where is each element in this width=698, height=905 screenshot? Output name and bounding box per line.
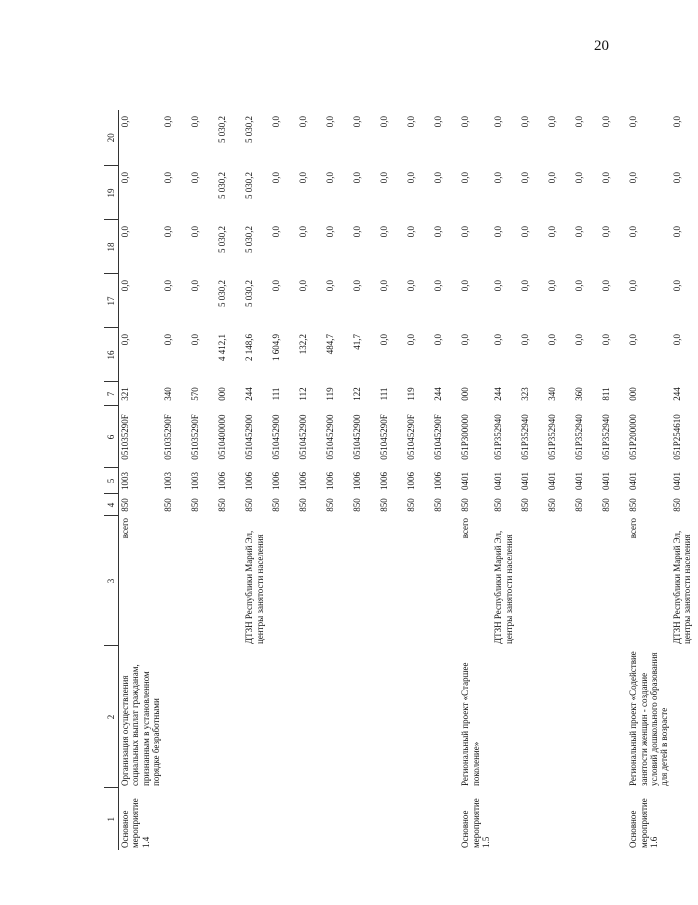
cell-c2 <box>405 646 432 788</box>
header-cell: 20 <box>104 110 119 166</box>
cell-c5: 0401 <box>460 472 471 490</box>
cell-c16: 0,0 <box>163 334 174 346</box>
cell-c2: Региональный проект «Старшее поколение» <box>460 662 481 786</box>
cell-c2 <box>270 646 297 788</box>
cell-c19: 0,0 <box>671 172 682 184</box>
cell-c6: 051P300000 <box>460 414 471 460</box>
cell-c2 <box>189 646 216 788</box>
cell-c3 <box>351 516 378 646</box>
cell-c18: 0,0 <box>460 226 471 238</box>
cell-c19: 0,0 <box>379 172 390 184</box>
cell-c1 <box>162 788 189 850</box>
cell-c4: 850 <box>379 498 390 512</box>
cell-c1 <box>351 788 378 850</box>
table-row <box>324 110 351 850</box>
cell-c1 <box>671 788 698 850</box>
cell-c18: 0,0 <box>433 226 444 238</box>
cell-c7: 811 <box>601 387 612 401</box>
cell-c19: 0,0 <box>601 172 612 184</box>
cell-c1 <box>600 788 627 850</box>
cell-c19: 0,0 <box>163 172 174 184</box>
cell-c17: 0,0 <box>493 280 504 292</box>
cell-c1: Основное мероприятие 1.5 <box>460 798 492 848</box>
cell-c6: 051P254610 <box>671 414 682 460</box>
cell-c18: 0,0 <box>406 226 417 238</box>
cell-c19: 0,0 <box>352 172 363 184</box>
cell-c1 <box>297 788 324 850</box>
table-row <box>297 110 324 850</box>
cell-c7: 112 <box>298 387 309 401</box>
table-row <box>671 110 698 850</box>
header-cell: 1 <box>104 788 119 850</box>
cell-c2: Организация осуществления социальных выплат гражданам, признанным в установленном порядке безработными <box>120 664 162 786</box>
cell-c7: 000 <box>217 387 228 401</box>
cell-c4: 850 <box>406 498 417 512</box>
cell-c2 <box>297 646 324 788</box>
cell-c2 <box>546 646 573 788</box>
cell-c19: 0,0 <box>460 172 471 184</box>
cell-c7: 000 <box>628 387 639 401</box>
cell-c20: 0,0 <box>120 116 130 128</box>
cell-c20: 0,0 <box>163 116 174 128</box>
cell-c20: 0,0 <box>601 116 612 128</box>
cell-c6: 051035290F <box>190 414 201 460</box>
cell-c5: 1006 <box>406 472 417 490</box>
cell-c18: 0,0 <box>520 226 531 238</box>
header-cell: 19 <box>104 166 119 220</box>
cell-c6: 051035290F <box>163 414 174 460</box>
cell-c5: 1006 <box>352 472 363 490</box>
cell-c6: 0510452900 <box>244 414 255 460</box>
table-row <box>162 110 189 850</box>
cell-c16: 0,0 <box>460 334 471 346</box>
cell-c18: 0,0 <box>325 226 336 238</box>
cell-c4: 850 <box>244 498 255 512</box>
cell-c3 <box>216 516 243 646</box>
cell-c4: 850 <box>190 498 201 512</box>
cell-c16: 0,0 <box>574 334 585 346</box>
cell-c19: 0,0 <box>406 172 417 184</box>
cell-c3: всего <box>460 518 471 539</box>
cell-c6: 051P200000 <box>628 414 639 460</box>
table-row <box>492 110 519 850</box>
cell-c5: 1006 <box>271 472 282 490</box>
header-cell: 18 <box>104 220 119 274</box>
cell-c5: 1006 <box>325 472 336 490</box>
cell-c16: 0,0 <box>628 334 639 346</box>
cell-c4: 850 <box>163 498 174 512</box>
table-row <box>600 110 627 850</box>
header-cell: 6 <box>104 406 119 468</box>
cell-c18: 0,0 <box>574 226 585 238</box>
cell-c7: 119 <box>406 387 417 401</box>
cell-c4: 850 <box>298 498 309 512</box>
cell-c20: 0,0 <box>433 116 444 128</box>
table-row <box>546 110 573 850</box>
cell-c3: всего <box>628 518 639 539</box>
cell-c1: Основное мероприятие 1.6 <box>628 798 660 848</box>
cell-c20: 0,0 <box>271 116 282 128</box>
table-row <box>627 110 670 850</box>
cell-c18: 0,0 <box>352 226 363 238</box>
table-row <box>459 110 492 850</box>
cell-c7: 122 <box>352 387 363 401</box>
cell-c6: 051045290F <box>406 414 417 460</box>
cell-c6: 051P352940 <box>601 414 612 460</box>
cell-c4: 850 <box>217 498 228 512</box>
cell-c18: 0,0 <box>493 226 504 238</box>
table-row <box>519 110 546 850</box>
cell-c16: 0,0 <box>406 334 417 346</box>
cell-c4: 850 <box>601 498 612 512</box>
cell-c18: 0,0 <box>671 226 682 238</box>
cell-c20: 0,0 <box>190 116 201 128</box>
cell-c17: 0,0 <box>163 280 174 292</box>
cell-c19: 0,0 <box>120 172 130 184</box>
cell-c4: 850 <box>460 498 471 512</box>
cell-c7: 570 <box>190 387 201 401</box>
cell-c18: 0,0 <box>547 226 558 238</box>
cell-c6: 051P352940 <box>493 414 504 460</box>
cell-c20: 5 030,2 <box>217 116 228 143</box>
cell-c2 <box>324 646 351 788</box>
cell-c18: 0,0 <box>271 226 282 238</box>
cell-c20: 0,0 <box>628 116 639 128</box>
cell-c18: 0,0 <box>163 226 174 238</box>
cell-c17: 0,0 <box>271 280 282 292</box>
cell-c19: 0,0 <box>547 172 558 184</box>
table-row <box>573 110 600 850</box>
cell-c4: 850 <box>520 498 531 512</box>
cell-c7: 360 <box>574 387 585 401</box>
header-cell: 3 <box>104 516 119 646</box>
cell-c5: 0401 <box>628 472 639 490</box>
cell-c7: 244 <box>244 387 255 401</box>
cell-c16: 484,7 <box>325 334 336 355</box>
cell-c17: 0,0 <box>298 280 309 292</box>
cell-c17: 5 030,2 <box>244 280 255 307</box>
cell-c20: 0,0 <box>406 116 417 128</box>
cell-c7: 244 <box>433 387 444 401</box>
cell-c2 <box>573 646 600 788</box>
cell-c3: ДТЗН Республики Марий Эл, центры занятости населения <box>244 530 265 644</box>
cell-c20: 0,0 <box>574 116 585 128</box>
cell-c20: 0,0 <box>325 116 336 128</box>
cell-c7: 000 <box>460 387 471 401</box>
cell-c7: 119 <box>325 387 336 401</box>
cell-c18: 0,0 <box>120 226 130 238</box>
cell-c7: 111 <box>379 387 390 401</box>
budget-table <box>104 110 698 850</box>
cell-c16: 0,0 <box>433 334 444 346</box>
cell-c19: 0,0 <box>325 172 336 184</box>
cell-c5: 1006 <box>379 472 390 490</box>
table-row <box>405 110 432 850</box>
cell-c20: 5 030,2 <box>244 116 255 143</box>
cell-c6: 0510452900 <box>271 414 282 460</box>
cell-c2 <box>432 646 459 788</box>
cell-c6: 0510400000 <box>217 414 228 460</box>
cell-c5: 1003 <box>190 472 201 490</box>
cell-c3: всего <box>120 518 130 539</box>
cell-c4: 850 <box>352 498 363 512</box>
cell-c19: 0,0 <box>298 172 309 184</box>
cell-c3 <box>324 516 351 646</box>
cell-c7: 323 <box>520 387 531 401</box>
cell-c7: 244 <box>671 387 682 401</box>
cell-c3: ДТЗН Республики Марий Эл, центры занятости населения <box>493 530 514 644</box>
cell-c4: 850 <box>547 498 558 512</box>
cell-c1 <box>519 788 546 850</box>
cell-c5: 1006 <box>433 472 444 490</box>
cell-c20: 0,0 <box>547 116 558 128</box>
cell-c3 <box>573 516 600 646</box>
cell-c18: 5 030,2 <box>217 226 228 253</box>
cell-c3 <box>378 516 405 646</box>
cell-c16: 41,7 <box>352 334 363 350</box>
cell-c18: 0,0 <box>379 226 390 238</box>
cell-c3: ДТЗН Республики Марий Эл, центры занятости населения <box>671 530 693 644</box>
cell-c19: 5 030,2 <box>244 172 255 199</box>
cell-c6: 0510452900 <box>325 414 336 460</box>
cell-c3 <box>270 516 297 646</box>
cell-c17: 5 030,2 <box>217 280 228 307</box>
cell-c20: 0,0 <box>520 116 531 128</box>
cell-c20: 0,0 <box>379 116 390 128</box>
cell-c3 <box>405 516 432 646</box>
cell-c1 <box>189 788 216 850</box>
table-body <box>119 110 698 850</box>
cell-c1 <box>243 788 270 850</box>
header-cell: 16 <box>104 328 119 382</box>
cell-c16: 0,0 <box>671 334 682 346</box>
cell-c16: 132,2 <box>298 334 309 355</box>
cell-c5: 1006 <box>217 472 228 490</box>
cell-c7: 340 <box>547 387 558 401</box>
cell-c2 <box>519 646 546 788</box>
cell-c19: 0,0 <box>433 172 444 184</box>
cell-c20: 0,0 <box>298 116 309 128</box>
cell-c2 <box>492 646 519 788</box>
cell-c1 <box>324 788 351 850</box>
cell-c17: 0,0 <box>520 280 531 292</box>
cell-c19: 0,0 <box>574 172 585 184</box>
cell-c17: 0,0 <box>379 280 390 292</box>
cell-c16: 0,0 <box>190 334 201 346</box>
cell-c16: 0,0 <box>493 334 504 346</box>
cell-c19: 0,0 <box>493 172 504 184</box>
cell-c17: 0,0 <box>352 280 363 292</box>
cell-c1 <box>216 788 243 850</box>
header-cell: 4 <box>104 494 119 516</box>
cell-c5: 1003 <box>163 472 174 490</box>
cell-c17: 0,0 <box>671 280 682 292</box>
cell-c2 <box>600 646 627 788</box>
cell-c6: 051P352940 <box>520 414 531 460</box>
cell-c5: 1003 <box>120 472 130 490</box>
table-row <box>378 110 405 850</box>
cell-c19: 0,0 <box>628 172 639 184</box>
cell-c18: 5 030,2 <box>244 226 255 253</box>
cell-c17: 0,0 <box>433 280 444 292</box>
table-row <box>119 110 163 850</box>
cell-c3 <box>432 516 459 646</box>
cell-c3 <box>189 516 216 646</box>
cell-c4: 850 <box>493 498 504 512</box>
table-row <box>432 110 459 850</box>
table-row <box>216 110 243 850</box>
cell-c5: 0401 <box>601 472 612 490</box>
cell-c1 <box>270 788 297 850</box>
cell-c17: 0,0 <box>574 280 585 292</box>
cell-c1 <box>378 788 405 850</box>
cell-c6: 051035290F <box>120 414 130 460</box>
cell-c4: 850 <box>325 498 336 512</box>
cell-c18: 0,0 <box>298 226 309 238</box>
cell-c18: 0,0 <box>190 226 201 238</box>
cell-c1 <box>492 788 519 850</box>
cell-c6: 051045290F <box>379 414 390 460</box>
cell-c1 <box>405 788 432 850</box>
cell-c4: 850 <box>628 498 639 512</box>
cell-c2 <box>351 646 378 788</box>
cell-c6: 051P352940 <box>574 414 585 460</box>
table-row <box>351 110 378 850</box>
cell-c20: 0,0 <box>493 116 504 128</box>
cell-c1: Основное мероприятие 1.4 <box>120 798 151 848</box>
table-row <box>243 110 270 850</box>
cell-c20: 0,0 <box>460 116 471 128</box>
cell-c4: 850 <box>120 498 130 512</box>
cell-c5: 0401 <box>671 472 682 490</box>
cell-c16: 0,0 <box>379 334 390 346</box>
cell-c16: 4 412,1 <box>217 334 228 361</box>
cell-c17: 0,0 <box>628 280 639 292</box>
cell-c5: 1006 <box>298 472 309 490</box>
cell-c20: 0,0 <box>671 116 682 128</box>
cell-c5: 0401 <box>547 472 558 490</box>
cell-c2: Региональный проект «Содействие занятости женщин - создание условий дошкольного образования для детей в возрасте <box>628 651 670 786</box>
cell-c1 <box>546 788 573 850</box>
cell-c16: 0,0 <box>547 334 558 346</box>
cell-c16: 1 604,9 <box>271 334 282 361</box>
cell-c6: 0510452900 <box>298 414 309 460</box>
cell-c4: 850 <box>433 498 444 512</box>
cell-c2 <box>216 646 243 788</box>
header-cell: 2 <box>104 646 119 788</box>
cell-c17: 0,0 <box>460 280 471 292</box>
cell-c7: 244 <box>493 387 504 401</box>
cell-c16: 0,0 <box>601 334 612 346</box>
page-number: 20 <box>594 38 609 54</box>
rotated-table-container <box>104 110 693 850</box>
cell-c4: 850 <box>574 498 585 512</box>
cell-c17: 0,0 <box>406 280 417 292</box>
cell-c3 <box>162 516 189 646</box>
cell-c17: 0,0 <box>547 280 558 292</box>
cell-c7: 340 <box>163 387 174 401</box>
cell-c20: 0,0 <box>352 116 363 128</box>
cell-c5: 0401 <box>574 472 585 490</box>
cell-c3 <box>546 516 573 646</box>
cell-c2 <box>671 646 698 788</box>
cell-c18: 0,0 <box>628 226 639 238</box>
cell-c2 <box>243 646 270 788</box>
cell-c2 <box>162 646 189 788</box>
header-row <box>104 110 119 850</box>
cell-c19: 0,0 <box>520 172 531 184</box>
cell-c19: 0,0 <box>190 172 201 184</box>
cell-c1 <box>573 788 600 850</box>
cell-c7: 321 <box>120 387 130 401</box>
cell-c3 <box>519 516 546 646</box>
cell-c6: 051045290F <box>433 414 444 460</box>
cell-c5: 1006 <box>244 472 255 490</box>
cell-c6: 0510452900 <box>352 414 363 460</box>
cell-c7: 111 <box>271 387 282 401</box>
cell-c16: 2 148,6 <box>244 334 255 361</box>
table-row <box>270 110 297 850</box>
cell-c16: 0,0 <box>520 334 531 346</box>
cell-c18: 0,0 <box>601 226 612 238</box>
table-row <box>189 110 216 850</box>
cell-c19: 5 030,2 <box>217 172 228 199</box>
cell-c17: 0,0 <box>601 280 612 292</box>
cell-c3 <box>600 516 627 646</box>
cell-c17: 0,0 <box>120 280 130 292</box>
cell-c17: 0,0 <box>190 280 201 292</box>
header-cell: 7 <box>104 382 119 406</box>
cell-c5: 0401 <box>493 472 504 490</box>
cell-c4: 850 <box>271 498 282 512</box>
cell-c17: 0,0 <box>325 280 336 292</box>
cell-c5: 0401 <box>520 472 531 490</box>
cell-c1 <box>432 788 459 850</box>
cell-c6: 051P352940 <box>547 414 558 460</box>
cell-c19: 0,0 <box>271 172 282 184</box>
cell-c4: 850 <box>671 498 682 512</box>
header-cell: 17 <box>104 274 119 328</box>
header-cell: 5 <box>104 468 119 494</box>
cell-c16: 0,0 <box>120 334 130 346</box>
cell-c2 <box>378 646 405 788</box>
cell-c3 <box>297 516 324 646</box>
